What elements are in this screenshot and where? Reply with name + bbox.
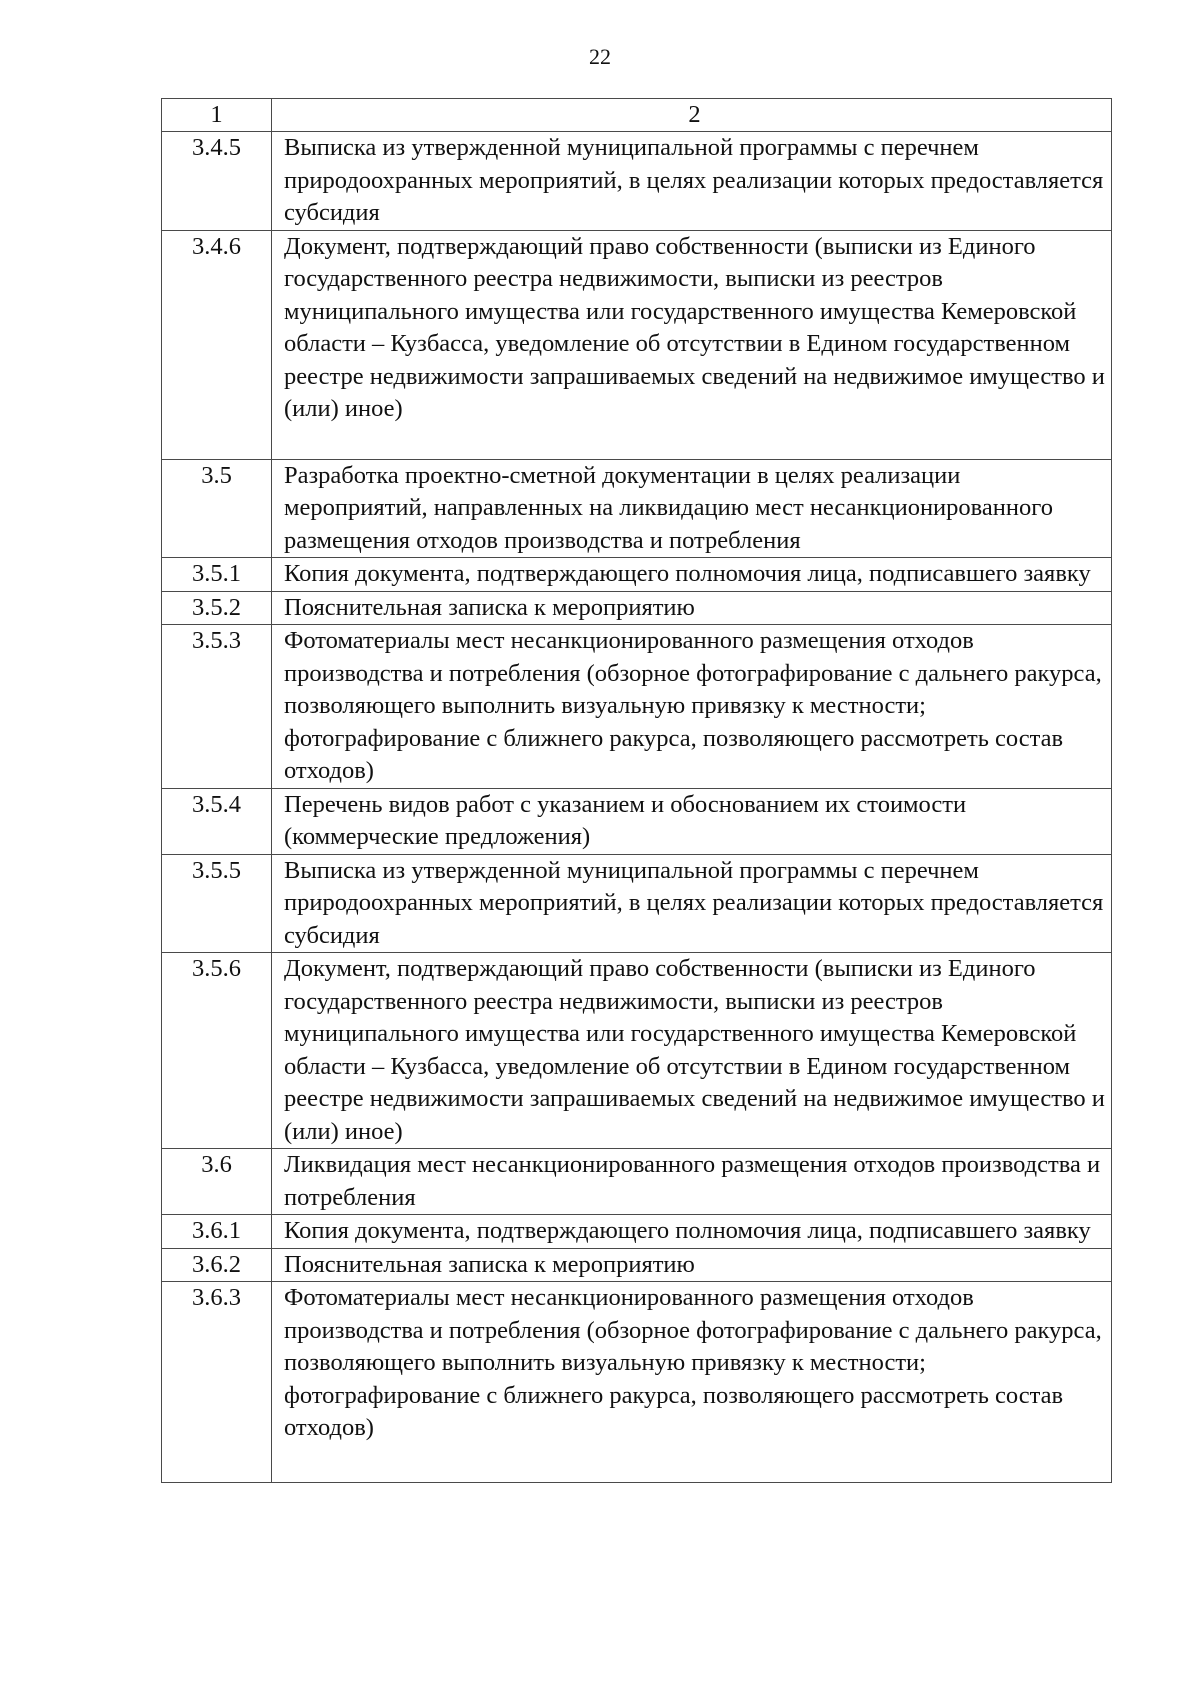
- row-number: 3.5.2: [162, 591, 272, 625]
- row-text: Фотоматериалы мест несанкционированного размещения отходов производства и потребления (обзорное фотографирование с дальнего ракурса, позволяющего выполнить визуальную привязку к местности; фотографирование с ближнего ракурса, позволяющего рассмотреть состав отходов): [272, 1282, 1112, 1483]
- column-header-1: 1: [162, 99, 272, 132]
- row-number: 3.5.1: [162, 558, 272, 592]
- table-row: [162, 1215, 1112, 1249]
- table-row: [162, 230, 1112, 459]
- row-number: 3.6.3: [162, 1282, 272, 1483]
- row-number: 3.4.6: [162, 230, 272, 459]
- table-row: [162, 1282, 1112, 1483]
- table-row: [162, 854, 1112, 953]
- table-row: [162, 625, 1112, 789]
- row-text: Копия документа, подтверждающего полномочия лица, подписавшего заявку: [272, 558, 1112, 592]
- row-number: 3.5.4: [162, 788, 272, 854]
- row-text: Разработка проектно-сметной документации в целях реализации мероприятий, направленных на ликвидацию мест несанкционированного размещения отходов производства и потребления: [272, 459, 1112, 558]
- table-row: [162, 459, 1112, 558]
- table-row: [162, 1248, 1112, 1282]
- row-text: Фотоматериалы мест несанкционированного размещения отходов производства и потребления (обзорное фотографирование с дальнего ракурса, позволяющего выполнить визуальную привязку к местности; фотографирование с ближнего ракурса, позволяющего рассмотреть состав отходов): [272, 625, 1112, 789]
- row-number: 3.5.3: [162, 625, 272, 789]
- table-row: [162, 132, 1112, 231]
- row-number: 3.5.5: [162, 854, 272, 953]
- row-number: 3.5: [162, 459, 272, 558]
- row-number: 3.4.5: [162, 132, 272, 231]
- row-text: Выписка из утвержденной муниципальной программы с перечнем природоохранных мероприятий, в целях реализации которых предоставляется субсидия: [272, 854, 1112, 953]
- table-row: [162, 953, 1112, 1149]
- row-text: Копия документа, подтверждающего полномочия лица, подписавшего заявку: [272, 1215, 1112, 1249]
- row-number: 3.6.2: [162, 1248, 272, 1282]
- row-text: Пояснительная записка к мероприятию: [272, 1248, 1112, 1282]
- table-row: [162, 558, 1112, 592]
- table-row: [162, 788, 1112, 854]
- row-text: Документ, подтверждающий право собственности (выписки из Единого государственного реестра недвижимости, выписки из реестров муниципального имущества или государственного имущества Кемеровской области – Кузбасса, уведомление об отсутствии в Едином государственном реестре недвижимости запрашиваемых сведений на недвижимое имущество и (или) иное): [272, 230, 1112, 459]
- row-number: 3.6.1: [162, 1215, 272, 1249]
- table-row: [162, 591, 1112, 625]
- row-number: 3.5.6: [162, 953, 272, 1149]
- row-number: 3.6: [162, 1149, 272, 1215]
- row-text: Документ, подтверждающий право собственности (выписки из Единого государственного реестра недвижимости, выписки из реестров муниципального имущества или государственного имущества Кемеровской области – Кузбасса, уведомление об отсутствии в Едином государственном реестре недвижимости запрашиваемых сведений на недвижимое имущество и (или) иное): [272, 953, 1112, 1149]
- requirements-table: [161, 98, 1112, 1483]
- page-number: 22: [589, 44, 611, 69]
- column-header-2: 2: [272, 99, 1112, 132]
- table-row: [162, 1149, 1112, 1215]
- row-text: Выписка из утвержденной муниципальной программы с перечнем природоохранных мероприятий, в целях реализации которых предоставляется субсидия: [272, 132, 1112, 231]
- row-text: Перечень видов работ с указанием и обоснованием их стоимости (коммерческие предложения): [272, 788, 1112, 854]
- row-text: Пояснительная записка к мероприятию: [272, 591, 1112, 625]
- row-text: Ликвидация мест несанкционированного размещения отходов производства и потребления: [272, 1149, 1112, 1215]
- table-header-row: [162, 99, 1112, 132]
